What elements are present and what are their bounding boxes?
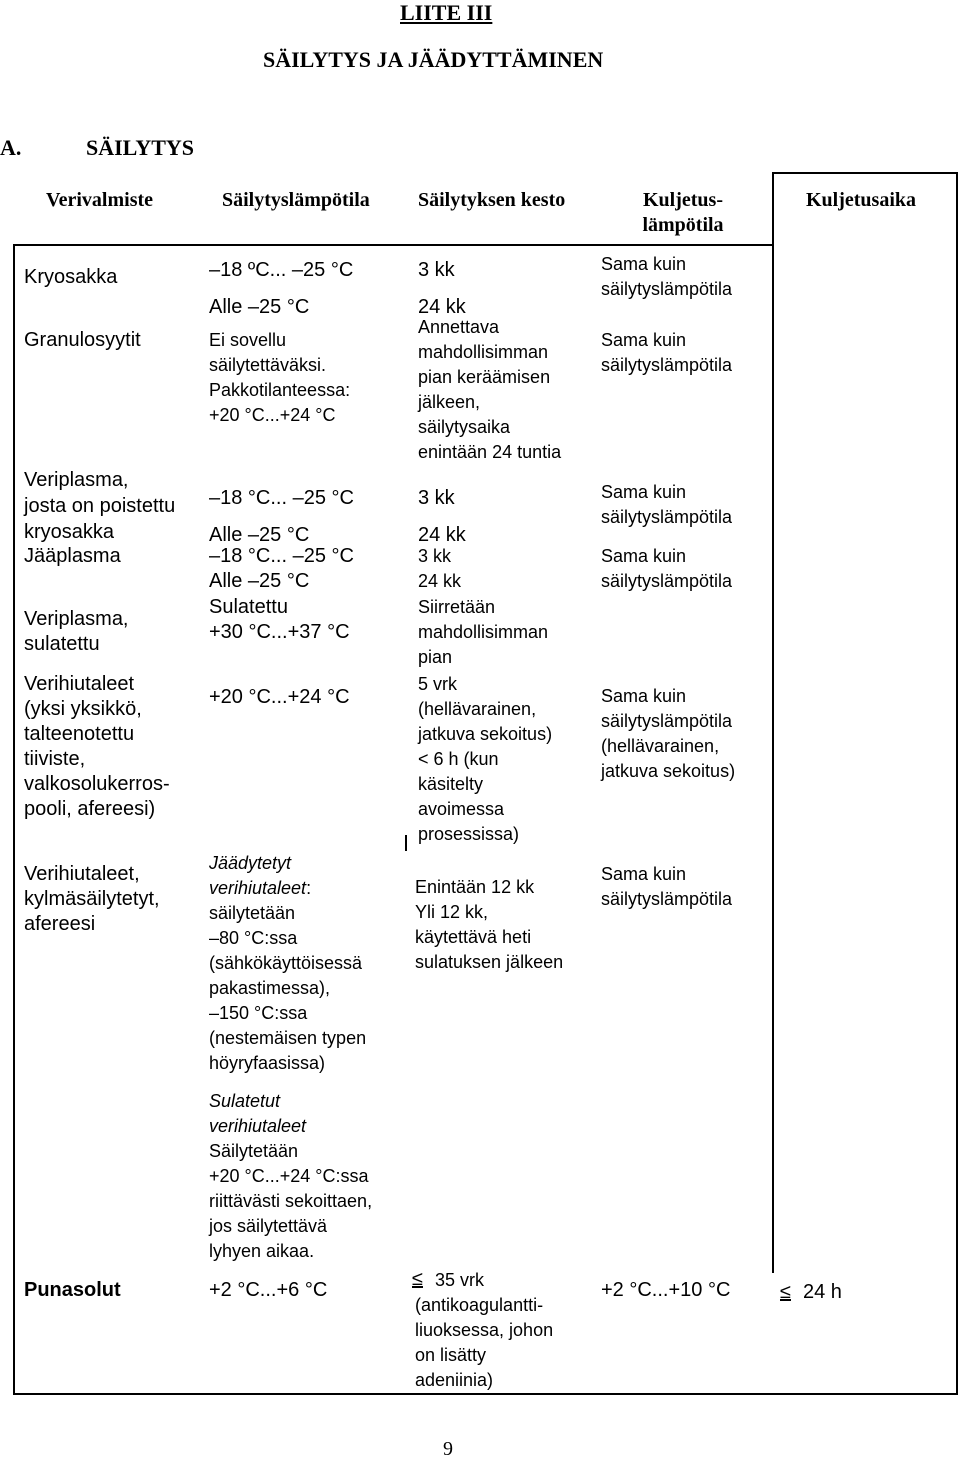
transport-time-punasolut: 24 h	[803, 1281, 842, 1303]
time-verihiutaleet-kylma: Enintään 12 kk Yli 12 kk, käytettävä heti sulatuksen jälkeen	[415, 877, 564, 972]
transport-verihiutaleet-kylma: Sama kuin säilytyslämpötila	[601, 864, 733, 909]
product-veriplasma: Veriplasma, josta on poistettu kryosakka	[24, 469, 176, 543]
page-title: SÄILYTYS JA JÄÄDYTTÄMINEN	[263, 47, 604, 72]
table-left-border	[13, 244, 15, 1394]
temp-veriplasma-sulatettu: Sulatettu +30 °C...+37 °C	[209, 596, 350, 643]
column-header-transport-time: Kuljetusaika	[806, 189, 917, 211]
time-veriplasma: 3 kk 24 kk	[418, 487, 466, 546]
table-bottom-border	[13, 1393, 958, 1395]
column-header-storage-time: Säilytyksen kesto	[418, 189, 566, 211]
product-veriplasma-sulatettu: Veriplasma, sulatettu	[24, 608, 129, 655]
section-letter: A.	[0, 135, 22, 160]
temp-jaaplasma: –18 °C... –25 °C Alle –25 °C	[209, 545, 354, 592]
transport-verihiutaleet: Sama kuin säilytyslämpötila (hellävarainen, jatkuva sekoitus)	[601, 686, 736, 781]
temp-verihiutaleet-kylma-thawed: Sulatetut verihiutaleet Säilytetään +20 °C...+24 °C:ssa riittävästi sekoittaen, jos säilytettävä lyhyen aikaa.	[209, 1091, 373, 1261]
table-inner-border	[772, 172, 774, 1273]
transport-time-symbol-punasolut: ≤	[780, 1281, 791, 1303]
temp-verihiutaleet: +20 °C...+24 °C	[209, 686, 350, 708]
product-verihiutaleet: Verihiutaleet (yksi yksikkö, talteenotettu tiiviste, valkosolukerros- pooli, afereesi)	[24, 673, 170, 820]
column-header-transport-temp: Kuljetus- lämpötila	[642, 189, 724, 236]
table-top-border	[13, 244, 773, 246]
product-verihiutaleet-kylma: Verihiutaleet, kylmäsäilytetyt, afereesi	[24, 863, 160, 935]
time-granulosyytit: Annettava mahdollisimman pian keräämisen jälkeen, säilytysaika enintään 24 tuntia	[418, 317, 562, 462]
page-number: 9	[443, 1438, 453, 1460]
transport-kryosakka: Sama kuin säilytyslämpötila	[601, 254, 733, 299]
product-kryosakka: Kryosakka	[24, 266, 118, 288]
header-top-border	[772, 172, 958, 174]
temp-punasolut: +2 °C...+6 °C	[209, 1279, 328, 1301]
cell-divider	[405, 835, 407, 851]
temp-verihiutaleet-kylma-frozen: Jäädytetyt verihiutaleet: säilytetään –80 °C:ssa (sähkökäyttöisessä pakastimessa), –150 °C:ssa (nestemäisen typen höyryfaasissa)	[209, 853, 367, 1073]
transport-jaaplasma: Sama kuin säilytyslämpötila	[601, 546, 733, 591]
time-punasolut: 35 vrk (antikoagulantti- liuoksessa, johon on lisätty adeniinia)	[415, 1270, 554, 1390]
temp-granulosyytit: Ei sovellu säilytettäväksi. Pakkotilanteessa: +20 °C...+24 °C	[209, 330, 351, 425]
section-title: SÄILYTYS	[86, 135, 195, 160]
column-header-product: Verivalmiste	[46, 189, 154, 211]
time-veriplasma-sulatettu: Siirretään mahdollisimman pian	[418, 597, 549, 667]
column-header-storage-temp: Säilytyslämpötila	[222, 189, 370, 211]
time-kryosakka: 3 kk 24 kk	[418, 259, 466, 318]
time-jaaplasma: 3 kk 24 kk	[418, 546, 462, 591]
temp-kryosakka: –18 ºC... –25 °C Alle –25 °C	[209, 259, 354, 318]
product-punasolut: Punasolut	[24, 1279, 121, 1301]
product-jaaplasma: Jääplasma	[24, 545, 121, 567]
time-verihiutaleet: 5 vrk (hellävarainen, jatkuva sekoitus) < 6 h (kun käsitelty avoimessa prosessissa)	[418, 674, 553, 844]
transport-granulosyytit: Sama kuin säilytyslämpötila	[601, 330, 733, 375]
transport-temp-punasolut: +2 °C...+10 °C	[601, 1279, 731, 1301]
transport-veriplasma: Sama kuin säilytyslämpötila	[601, 482, 733, 527]
table-right-border	[956, 172, 958, 1394]
temp-veriplasma: –18 °C... –25 °C Alle –25 °C	[209, 487, 354, 546]
time-symbol-punasolut: ≤	[412, 1268, 423, 1290]
product-granulosyytit: Granulosyytit	[24, 329, 141, 351]
appendix-label: LIITE III	[400, 0, 493, 25]
